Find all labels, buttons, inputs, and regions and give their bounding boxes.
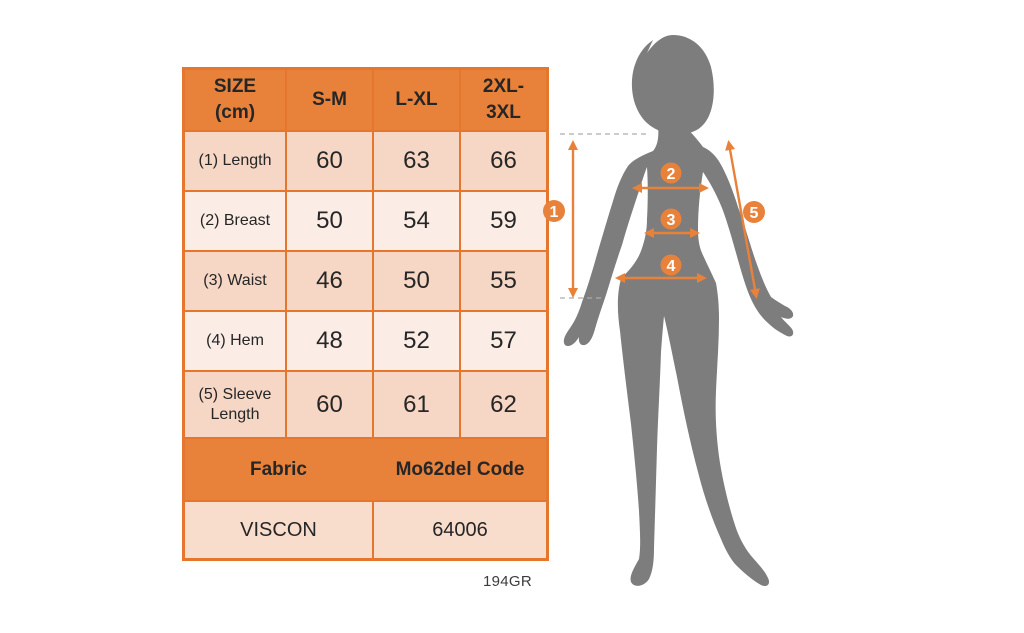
header-col-sm: S-M [286,69,373,132]
cell-length-sm: 60 [286,131,373,191]
cell-waist-2xl: 55 [460,251,548,311]
model-code-value: 64006 [373,501,548,560]
cell-length-2xl: 66 [460,131,548,191]
measurement-figure [535,20,825,605]
cell-breast-sm: 50 [286,191,373,251]
table-header-row [184,69,548,132]
table-fabric-header-row [184,438,548,501]
cell-hem-2xl: 57 [460,311,548,371]
row-label-length: (1) Length [184,131,287,191]
header-col-lxl: L-XL [373,69,460,132]
cell-sleeve-2xl: 62 [460,371,548,438]
header-col-2xl3xl: 2XL-3XL [460,69,548,132]
measurement-figure-svg [535,20,825,605]
size-chart-table [182,67,549,561]
header-size-unit: SIZE (cm) [184,69,287,132]
marker-number-1: 1 [549,204,559,221]
row-label-sleeve-length: (5) Sleeve Length [184,371,287,438]
cell-hem-lxl: 52 [373,311,460,371]
cell-sleeve-lxl: 61 [373,371,460,438]
model-code-header: Mo62del Code [373,438,548,501]
table-row-hem [184,311,548,371]
cell-waist-sm: 46 [286,251,373,311]
cell-breast-2xl: 59 [460,191,548,251]
cell-length-lxl: 63 [373,131,460,191]
table-fabric-value-row [184,501,548,560]
cell-waist-lxl: 50 [373,251,460,311]
marker-number-2: 2 [666,166,676,183]
row-label-breast: (2) Breast [184,191,287,251]
cell-hem-sm: 48 [286,311,373,371]
woman-silhouette-head [632,35,714,134]
cell-sleeve-sm: 60 [286,371,373,438]
fabric-value: VISCON [184,501,374,560]
table-row-length [184,131,548,191]
fabric-header: Fabric [184,438,374,501]
woman-silhouette-body [564,125,793,586]
weight-footnote: 194GR [482,573,532,590]
marker-number-4: 4 [666,258,676,275]
table-row-sleeve-length [184,371,548,438]
row-label-hem: (4) Hem [184,311,287,371]
marker-number-3: 3 [666,212,676,229]
marker-number-5: 5 [749,205,759,222]
table-row-waist [184,251,548,311]
row-label-waist: (3) Waist [184,251,287,311]
cell-breast-lxl: 54 [373,191,460,251]
table-row-breast [184,191,548,251]
